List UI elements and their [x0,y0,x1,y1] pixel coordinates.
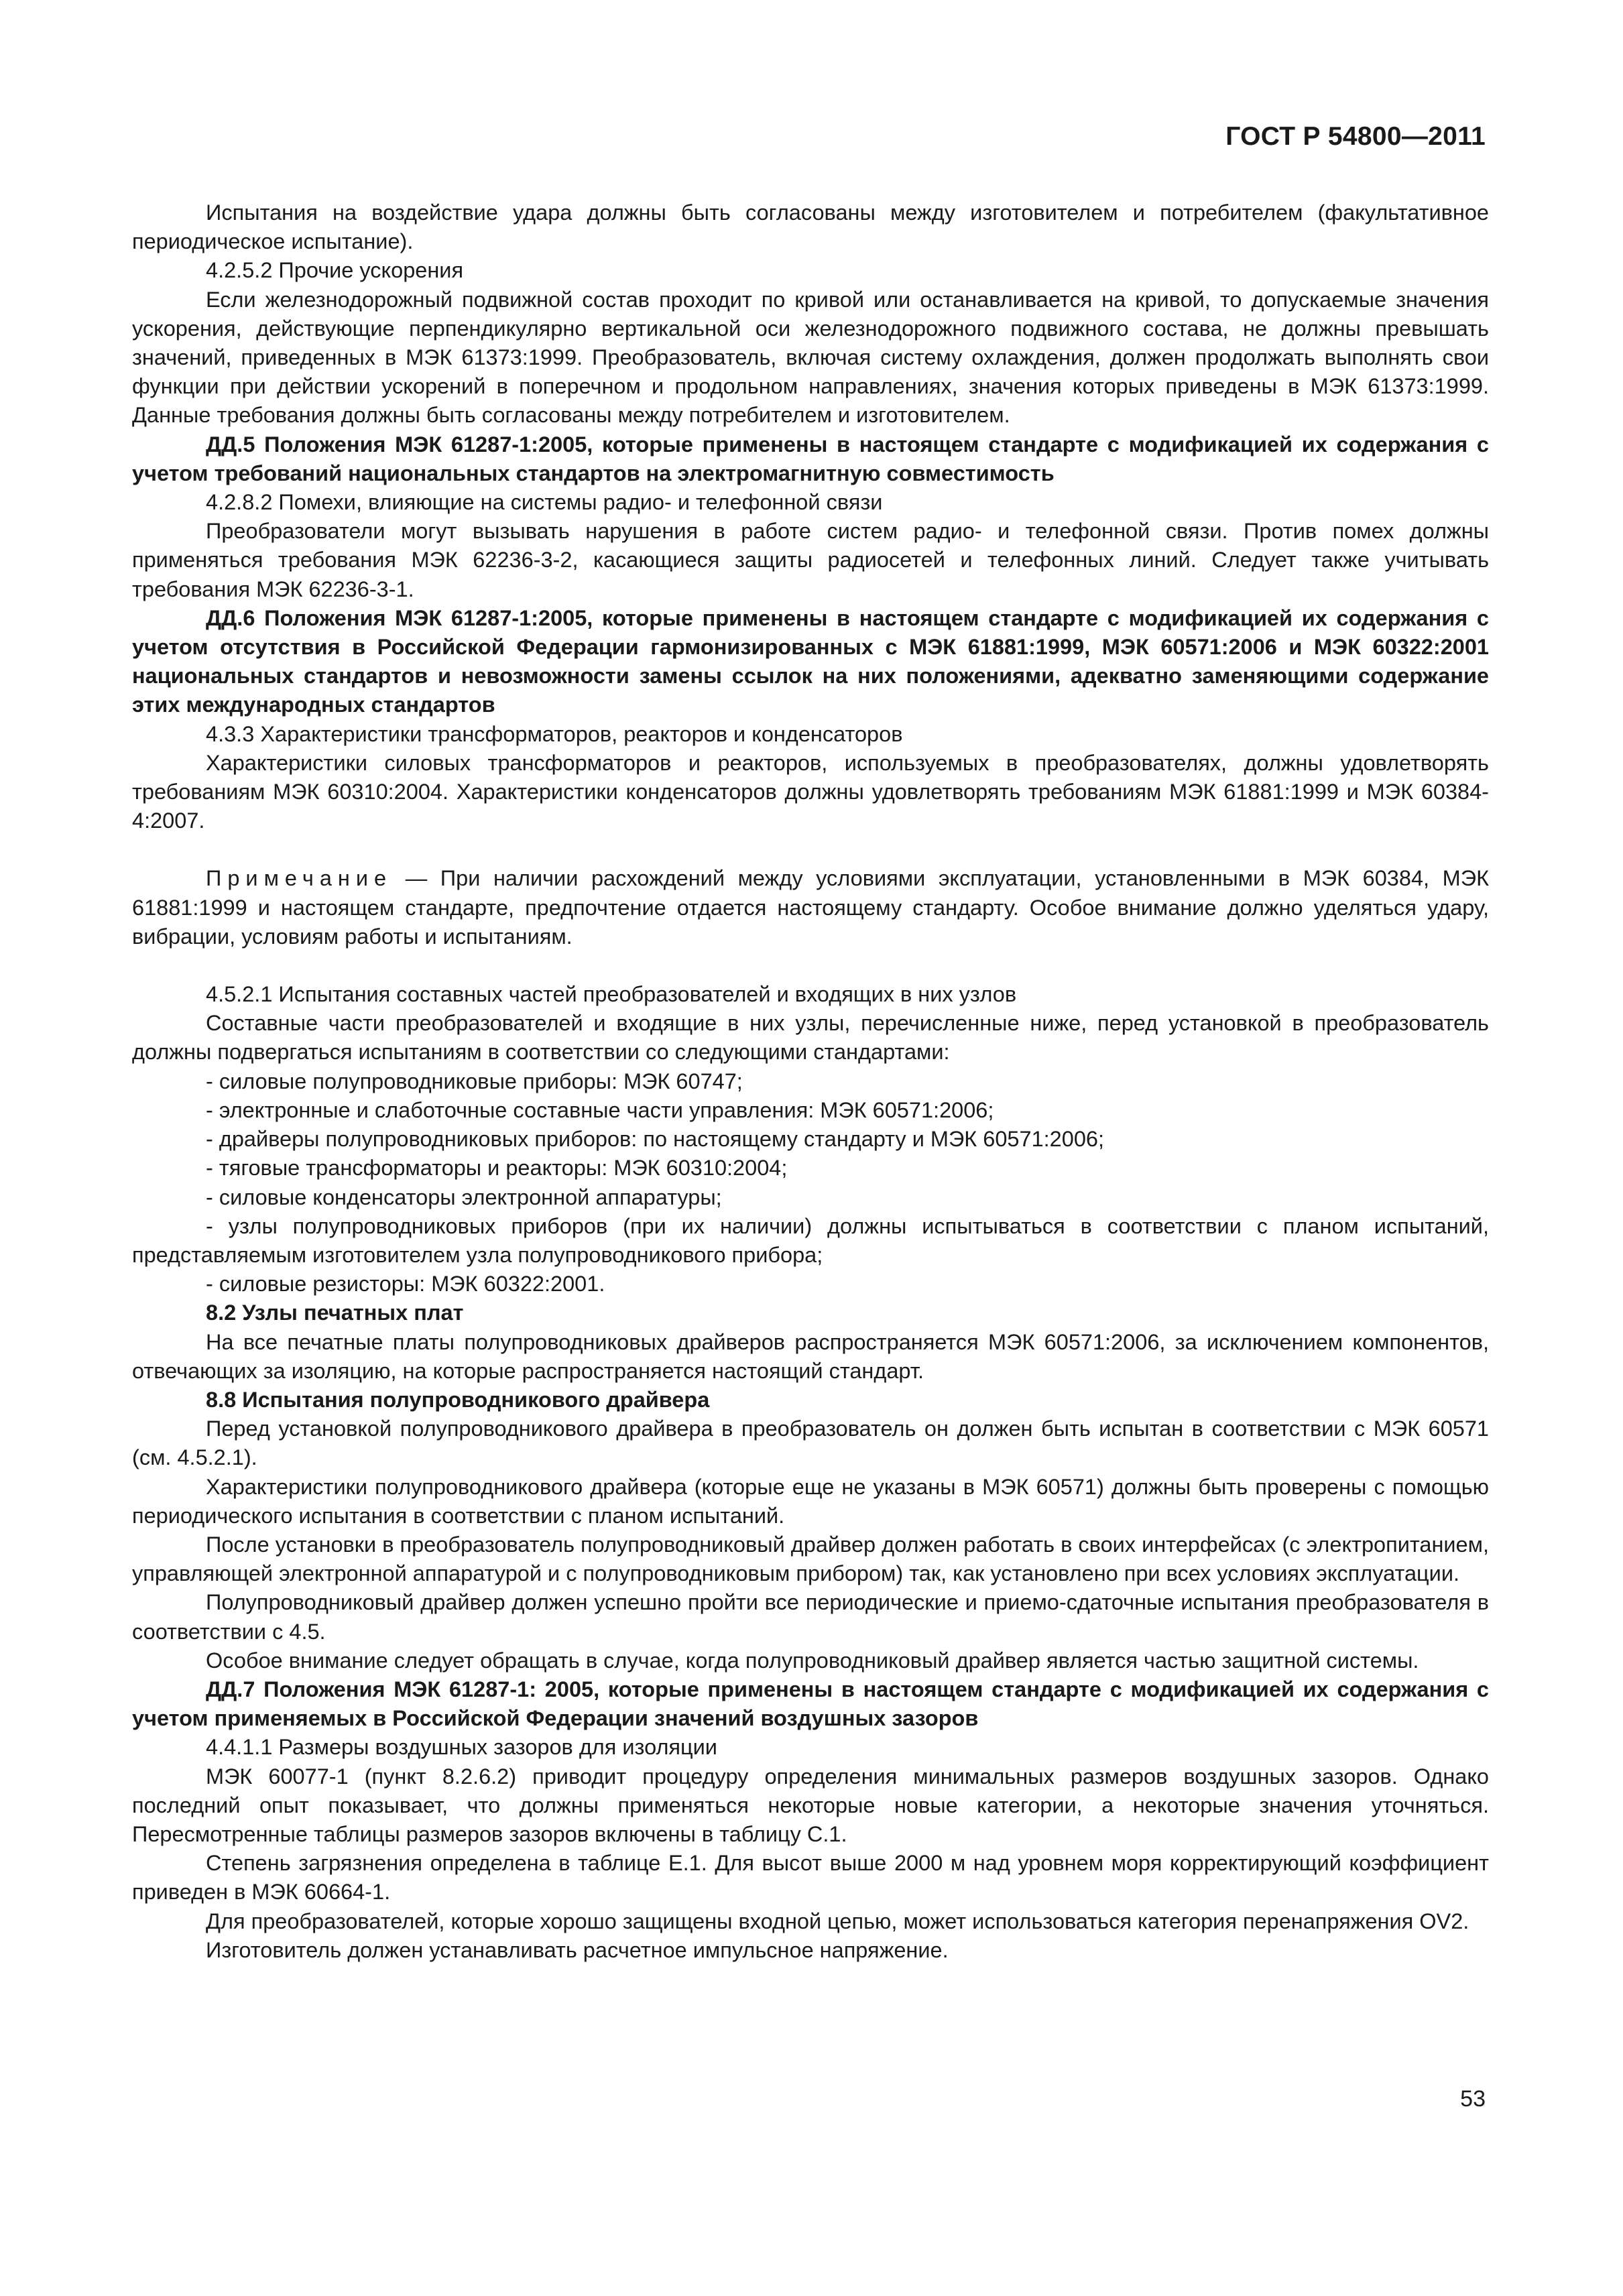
paragraph: На все печатные платы полупроводниковых драйверов распространяется МЭК 60571:2006, за исключением компонентов, отвечающих за изоляцию, на которые распространяется настоящий стандарт. [132,1329,1489,1383]
paragraph: Изготовитель должен устанавливать расчетное импульсное напряжение. [206,1937,949,1962]
annex-section-heading: ДД.5 Положения МЭК 61287-1:2005, которые применены в настоящем стандарте с модификацией их содержания с учетом требований национальных стандартов на электромагнитную совместимость [132,432,1489,485]
annex-section-heading: ДД.6 Положения МЭК 61287-1:2005, которые применены в настоящем стандарте с модификацией их содержания с учетом отсутствия в Российской Федерации гармонизированных с МЭК 61881:1999, МЭК 60571:2006 и МЭК 60322:2001 национальных стандартов и невозможности замены ссылок на них положениями, адекватно заменяющими содержание этих международных стандартов [132,605,1489,717]
list-item: - силовые конденсаторы электронной аппаратуры; [206,1185,722,1209]
document-code: ГОСТ Р 54800—2011 [1225,122,1486,151]
list-item: - силовые резисторы: МЭК 60322:2001. [206,1272,605,1296]
paragraph: Особое внимание следует обращать в случае, когда полупроводниковый драйвер является частью защитной системы. [206,1648,1419,1673]
section-heading-bold: 8.2 Узлы печатных плат [206,1301,464,1325]
paragraph: МЭК 60077-1 (пункт 8.2.6.2) приводит процедуру определения минимальных размеров воздушных зазоров. Однако последний опыт показывает, что должны применяться некоторые новые категории, а некоторые значения уточняться. Пересмотренные таблицы размеров зазоров включены в таблицу С.1. [132,1764,1489,1846]
section-heading-bold: 8.8 Испытания полупроводникового драйвера [206,1387,710,1412]
paragraph: Полупроводниковый драйвер должен успешно пройти все периодические и приемо-сдаточные испытания преобразователя в соответствии с 4.5. [132,1590,1489,1644]
list-item: - узлы полупроводниковых приборов (при их наличии) должны испытываться в соответствии с планом испытаний, представляемым изготовителем узла полупроводникового прибора; [132,1213,1489,1267]
section-heading: 4.2.5.2 Прочие ускорения [206,258,464,283]
list-item: - драйверы полупроводниковых приборов: по настоящему стандарту и МЭК 60571:2006; [206,1127,1105,1152]
note-text: — При наличии расхождений между условиями эксплуатации, установленными в МЭК 60384, МЭК 61881:1999 и настоящем стандарте, предпочтение отдается настоящему стандарту. Особое внимание должно уделяться удару, вибрации, условиям работы и испытаниям. [132,866,1489,949]
paragraph: Если железнодорожный подвижной состав проходит по кривой или останавливается на кривой, то допускаемые значения ускорения, действующие перпендикулярно вертикальной оси железнодорожного подвижного состава, не должны превышать значений, приведенных в МЭК 61373:1999. Преобразователь, включая систему охлаждения, должен продолжать выполнять свои функции при действии ускорений в поперечном и продольном направлениях, значения которых приведены в МЭК 61373:1999. Данные требования должны быть согласованы между потребителем и изготовителем. [132,287,1489,428]
note-paragraph [132,864,1489,951]
note-label: Примечание [206,866,393,891]
document-body [132,198,1489,1965]
section-heading: 4.2.8.2 Помехи, влияющие на системы радио- и телефонной связи [206,490,883,515]
section-heading: 4.3.3 Характеристики трансформаторов, реакторов и конденсаторов [206,721,903,746]
list-item: - электронные и слаботочные составные части управления: МЭК 60571:2006; [206,1097,994,1122]
section-heading: 4.4.1.1 Размеры воздушных зазоров для изоляции [206,1735,717,1760]
section-heading: 4.5.2.1 Испытания составных частей преобразователей и входящих в них узлов [206,982,1017,1007]
paragraph: Испытания на воздействие удара должны быть согласованы между изготовителем и потребителем (факультативное периодическое испытание). [132,200,1489,254]
paragraph: Для преобразователей, которые хорошо защищены входной цепью, может использоваться категория перенапряжения OV2. [206,1909,1469,1933]
paragraph: Характеристики силовых трансформаторов и реакторов, используемых в преобразователях, должны удовлетворять требованиям МЭК 60310:2004. Характеристики конденсаторов должны удовлетворять требованиям МЭК 61881:1999 и МЭК 60384-4:2007. [132,750,1489,833]
paragraph: Преобразователи могут вызывать нарушения в работе систем радио- и телефонной связи. Против помех должны применяться требования МЭК 62236-3-2, касающиеся защиты радиосетей и телефонных линий. Следует также учитывать требования МЭК 62236-3-1. [132,519,1489,601]
annex-section-heading: ДД.7 Положения МЭК 61287-1: 2005, которые применены в настоящем стандарте с модификацией их содержания с учетом применяемых в Российской Федерации значений воздушных зазоров [132,1677,1489,1731]
list-item: - силовые полупроводниковые приборы: МЭК 60747; [206,1069,743,1093]
paragraph: Степень загрязнения определена в таблице Е.1. Для высот выше 2000 м над уровнем моря корректирующий коэффициент приведен в МЭК 60664-1. [132,1851,1489,1905]
paragraph: Составные части преобразователей и входящие в них узлы, перечисленные ниже, перед установкой в преобразователь должны подвергаться испытаниям в соответствии со следующими стандартами: [132,1011,1489,1065]
list-item: - тяговые трансформаторы и реакторы: МЭК 60310:2004; [206,1156,788,1181]
paragraph: Перед установкой полупроводникового драйвера в преобразователь он должен быть испытан в соответствии с МЭК 60571 (см. 4.5.2.1). [132,1416,1489,1470]
paragraph: Характеристики полупроводникового драйвера (которые еще не указаны в МЭК 60571) должны быть проверены с помощью периодического испытания в соответствии с планом испытаний. [132,1474,1489,1528]
paragraph: После установки в преобразователь полупроводниковый драйвер должен работать в своих интерфейсах (с электропитанием, управляющей электронной аппаратурой и с полупроводниковым прибором) так, как установлено при всех условиях эксплуатации. [132,1532,1489,1586]
page-number: 53 [1460,2086,1486,2112]
